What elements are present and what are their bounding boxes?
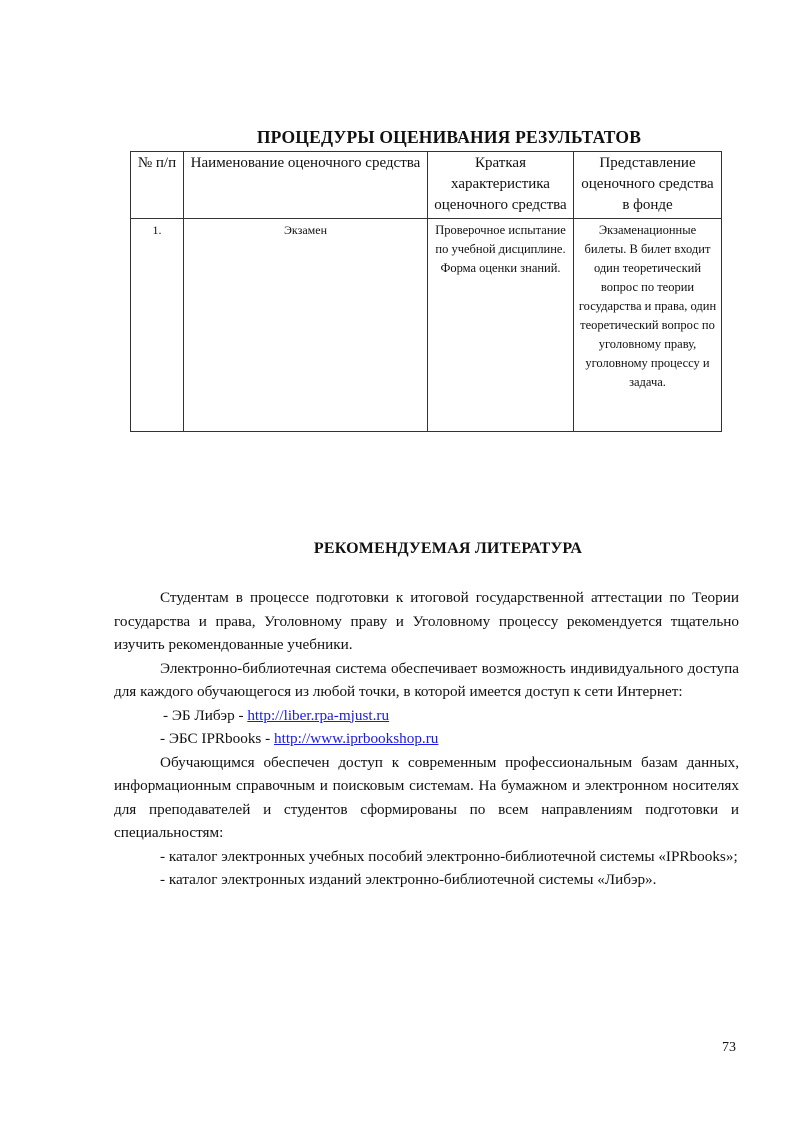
cell-number: 1.	[131, 219, 184, 432]
liber-link[interactable]: http://liber.rpa-mjust.ru	[247, 706, 390, 724]
iprbooks-link[interactable]: http://www.iprbookshop.ru	[274, 730, 439, 747]
header-number: № п/п	[131, 152, 184, 219]
header-representation: Представление оценочного средства в фонде	[574, 152, 722, 219]
link-prefix: - ЭБС IPRbooks -	[160, 730, 274, 747]
link-line-iprbooks	[114, 727, 739, 751]
paragraph-textbooks: Студентам в процессе подготовки к итоговой государственной аттестации по Теории государства и права, Уголовному праву и Уголовному процессу рекомендуется тщательно изучить рекомендованные учебники.	[114, 589, 739, 653]
link-line-liber	[114, 704, 739, 728]
table-row	[131, 219, 722, 432]
procedures-title: ПРОЦЕДУРЫ ОЦЕНИВАНИЯ РЕЗУЛЬТАТОВ	[256, 127, 642, 147]
literature-title: РЕКОМЕНДУЕМАЯ ЛИТЕРАТУРА	[313, 540, 583, 557]
list-item: - каталог электронных учебных пособий электронно-библиотечной системы «IPRbooks»;	[160, 847, 738, 865]
paragraph-ebs: Электронно-библиотечная система обеспечивает возможность индивидуального доступа для каждого обучающегося из любой точки, в которой имеется доступ к сети Интернет:	[114, 659, 739, 700]
paragraph-databases: Обучающимся обеспечен доступ к современным профессиональным базам данных, информационным справочным и поисковым системам. На бумажном и электронном носителях для преподавателей и студентов сформированы по всем направлениям подготовки и специальностям:	[114, 753, 739, 841]
assessment-procedures-table	[130, 151, 722, 432]
cell-name: Экзамен	[184, 219, 428, 432]
literature-body	[114, 586, 739, 892]
cell-characteristic: Проверочное испытание по учебной дисциплине. Форма оценки знаний.	[428, 219, 574, 432]
cell-representation: Экзаменационные билеты. В билет входит один теоретический вопрос по теории государства и права, один теоретический вопрос по уголовному праву, уголовному процессу и задача.	[574, 219, 722, 432]
table-header-row	[131, 152, 722, 219]
header-characteristic: Краткая характеристика оценочного средства	[428, 152, 574, 219]
header-name: Наименование оценочного средства	[184, 152, 428, 219]
list-item: - каталог электронных изданий электронно-библиотечной системы «Либэр».	[160, 871, 657, 888]
page-number: 73	[722, 1040, 736, 1055]
link-prefix: - ЭБ Либэр -	[163, 706, 248, 724]
